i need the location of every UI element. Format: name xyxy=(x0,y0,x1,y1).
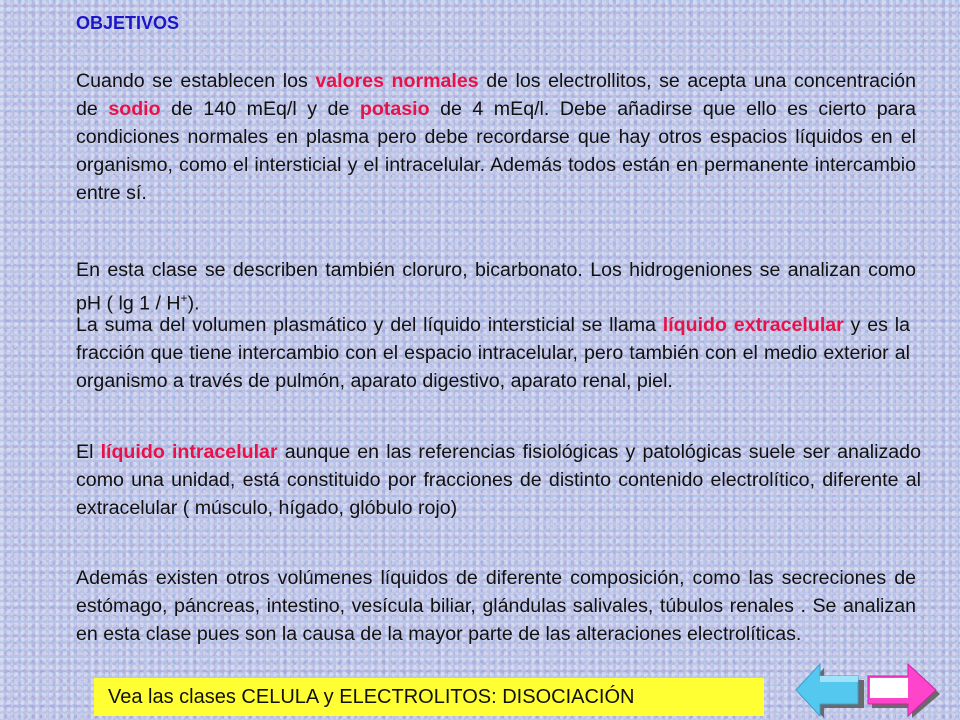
p4-text-1: El xyxy=(76,441,101,463)
p1-text-2: de los electrollitos, se acepta una concentración de xyxy=(76,70,916,120)
p3-highlight-liquido-extracelular: líquido extracelular xyxy=(662,314,844,336)
paragraph-cloruro-bicarbonato xyxy=(76,256,916,318)
paragraph-liquido-extracelular xyxy=(76,311,910,395)
p3-text-1: La suma del volumen plasmático y del líquido intersticial se llama xyxy=(76,314,663,336)
p4-text-2: aunque en las referencias fisiológicas y patológicas suele ser analizado como una unidad, está constituido por fracciones de distinto contenido electrolítico, diferente al extracelular ( músculo, hígado, glóbulo rojo) xyxy=(76,441,921,519)
paragraph-valores-normales xyxy=(76,67,916,207)
p1-highlight-potasio: potasio xyxy=(359,98,430,120)
arrow-left-icon[interactable] xyxy=(794,662,866,718)
p2-text-2: ). xyxy=(187,292,200,315)
p3-text-2: y es la fracción que tiene intercambio con el espacio intracelular, pero también con el medio exterior al organismo a través de pulmón, aparato digestivo, aparato renal, piel. xyxy=(76,314,910,392)
paragraph-otros-volumenes xyxy=(76,564,916,648)
p1-highlight-sodio: sodio xyxy=(108,98,161,120)
p1-text-4: de 4 mEq/l. Debe añadirse que ello es cierto para condiciones normales en plasma pero debe recordarse que hay otros espacios líquidos en el organismo, como el intersticial y el intracelular. Además todos están en permanente intercambio entre sí. xyxy=(76,98,916,204)
p1-text-3: de 140 mEq/l y de xyxy=(160,98,360,120)
paragraph-liquido-intracelular xyxy=(76,438,921,522)
p5-text-1: Además existen otros volúmenes líquidos de diferente composición, como las secreciones de estómago, páncreas, intestino, vesícula biliar, glándulas salivales, túbulos renales . Se analizan en esta clase pues son la causa de la mayor parte de las alteraciones electrolíticas. xyxy=(76,567,916,645)
p1-text-1: Cuando se establecen los xyxy=(76,70,316,92)
p4-highlight-liquido-intracelular: líquido intracelular xyxy=(100,441,278,463)
page-title: OBJETIVOS xyxy=(76,13,180,33)
arrow-right-icon[interactable] xyxy=(866,662,942,718)
p2-text-1: En esta clase se describen también cloruro, bicarbonato. Los hidrogeniones se analizan como pH ( lg 1 / H xyxy=(76,259,916,315)
p1-highlight-valores-normales: valores normales xyxy=(315,70,479,92)
p2-superscript-plus: + xyxy=(180,291,188,305)
see-also-banner[interactable]: Vea las clases CELULA y ELECTROLITOS: DISOCIACIÓN xyxy=(94,678,764,716)
